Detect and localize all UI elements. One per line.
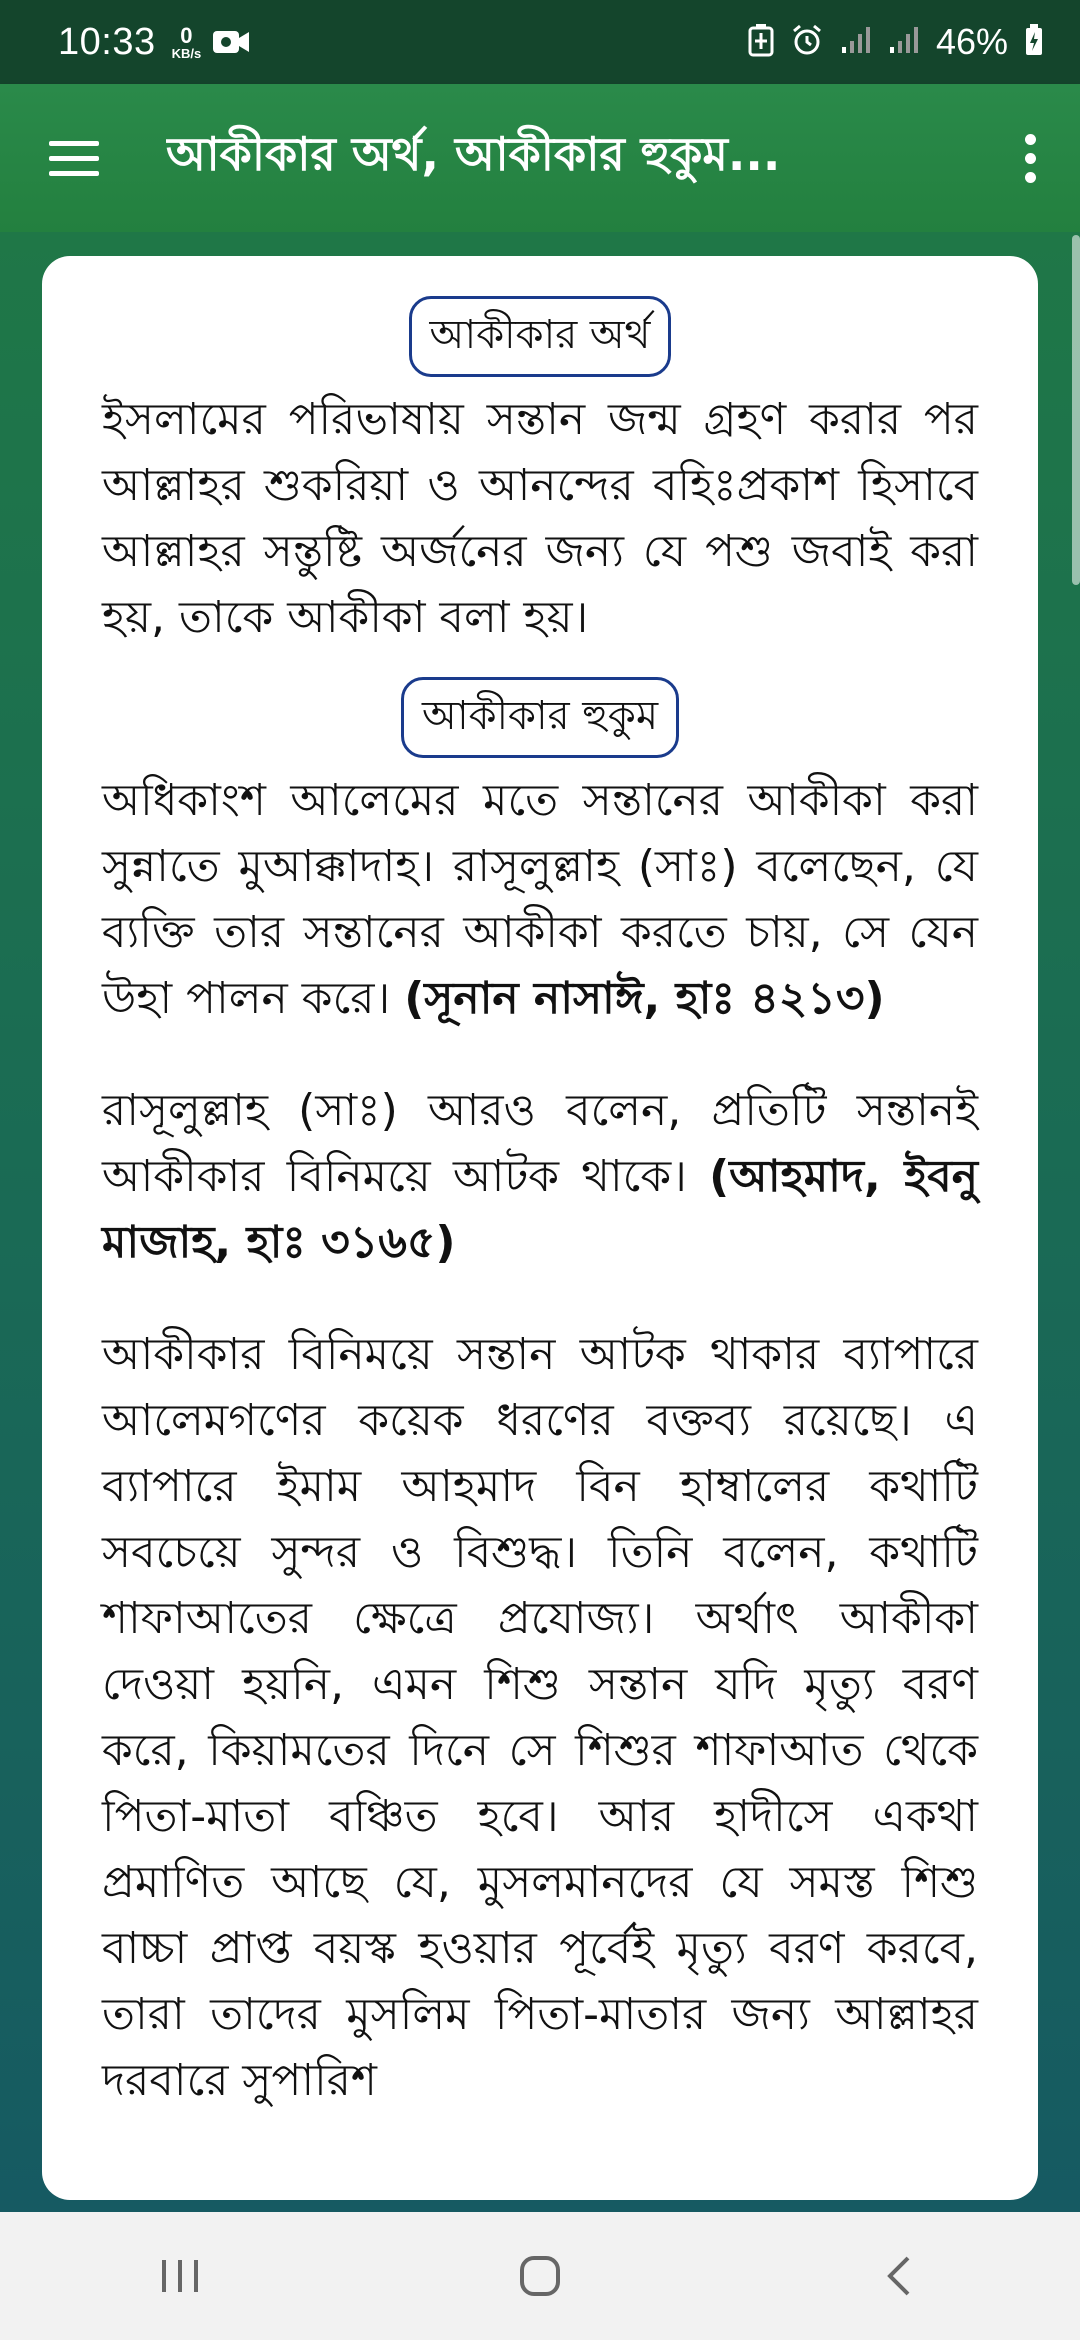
article-card[interactable]	[42, 256, 1038, 2200]
paragraph-hadith	[102, 1078, 978, 1276]
back-icon[interactable]	[840, 2226, 960, 2326]
signal-icon-1	[840, 25, 872, 60]
system-navigation-bar	[0, 2212, 1080, 2340]
scrollbar-thumb[interactable]	[1072, 235, 1080, 585]
battery-percentage: 46%	[935, 21, 1008, 62]
network-speed	[171, 22, 202, 61]
more-vertical-icon[interactable]	[1000, 110, 1060, 206]
alarm-icon	[790, 23, 824, 62]
paragraph-explanation: আকীকার বিনিময়ে সন্তান আটক থাকার ব্যাপারে আলেমগণের কয়েক ধরণের বক্তব্য রয়েছে। এ ব্যাপারে ইমাম আহমাদ বিন হাম্বালের কথাটি সবচেয়ে সুন্দর ও বিশুদ্ধ। তিনি বলেন, কথাটি শাফাআতের ক্ষেত্রে প্রযোজ্য। অর্থাৎ আকীকা দেওয়া হয়নি, এমন শিশু সন্তান যদি মৃত্যু বরণ করে, কিয়ামতের দিনে সে শিশুর শাফাআত থেকে পিতা-মাতা বঞ্চিত হবে। আর হাদীসে একথা প্রমাণিত আছে যে, মুসলমানদের যে সমস্ত শিশু বাচ্চা প্রাপ্ত বয়স্ক হওয়ার পূর্বেই মৃত্যু বরণ করবে, তারা তাদের মুসলিম পিতা-মাতার জন্য আল্লাহর দরবারে সুপারিশ	[102, 1329, 978, 2106]
paragraph-hadith-text: রাসূলুল্লাহ (সাঃ) আরও বলেন, প্রতিটি সন্তানই আকীকার বিনিময়ে আটক থাকে।	[102, 1085, 978, 1202]
paragraph-ruling-reference: (সূনান নাসাঈ, হাঃ ৪২১৩)	[404, 973, 885, 1024]
battery-saver-icon	[748, 23, 774, 62]
home-icon[interactable]	[480, 2226, 600, 2326]
paragraph-meaning: ইসলামের পরিভাষায় সন্তান জন্ম গ্রহণ করার পর আল্লাহর শুকরিয়া ও আনন্দের বহিঃপ্রকাশ হিসাবে আল্লাহর সন্তুষ্টি অর্জনের জন্য যে পশু জবাই করা হয়, তাকে আকীকা বলা হয়।	[102, 394, 978, 643]
section-heading-meaning: আকীকার অর্থ	[409, 296, 672, 377]
network-speed-value: 0	[180, 22, 193, 48]
network-speed-unit: KB/s	[171, 45, 202, 61]
battery-charging-icon	[1024, 23, 1044, 62]
paragraph-ruling-text: অধিকাংশ আলেমের মতে সন্তানের আকীকা করা সুন্নাতে মুআক্কাদাহ। রাসূলুল্লাহ (সাঃ) বলেছেন, যে ব্যক্তি তার সন্তানের আকীকা করতে চায়, সে যেন উহা পালন করে।	[102, 775, 978, 1024]
hamburger-menu-icon[interactable]	[26, 110, 122, 206]
paragraph-ruling	[102, 768, 978, 1032]
signal-icon-2	[888, 25, 920, 60]
status-time: 10:33	[58, 20, 156, 63]
section-heading-ruling: আকীকার হুকুম	[401, 677, 679, 758]
app-bar	[0, 84, 1080, 232]
app-bar-title: আকীকার অর্থ, আকীকার হুকুম...	[166, 127, 781, 181]
recent-apps-icon[interactable]	[120, 2226, 240, 2326]
status-bar	[0, 0, 1080, 84]
video-camera-icon	[211, 25, 251, 59]
paragraph-hadith-reference: (আহমাদ, ইবনু মাজাহ, হাঃ ৩১৬৫)	[102, 1151, 979, 1268]
